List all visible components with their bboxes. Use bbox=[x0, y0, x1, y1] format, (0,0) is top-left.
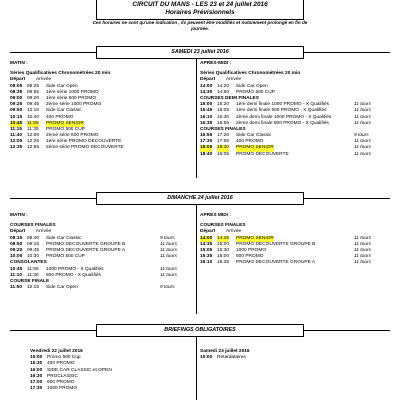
session-name: Side Car Classic bbox=[46, 108, 82, 114]
end-time: 08:25 bbox=[27, 83, 40, 89]
session-name: Side Car Open bbox=[46, 285, 78, 291]
end-time: 12:15 bbox=[27, 285, 40, 291]
end-time: 11:35 bbox=[27, 126, 39, 132]
disclaimer-line-1: Ces horaires ne sont qu'une indication , ils peuvent être modifiés et notamment prolongé en fin de bbox=[92, 20, 308, 25]
end-time: 16:00 bbox=[217, 254, 230, 260]
schedule-row bbox=[200, 90, 390, 96]
start-time: 12:05 bbox=[10, 139, 23, 145]
lap-count: 9 tours bbox=[160, 235, 175, 241]
arrivee-label: Arrivée bbox=[36, 229, 52, 235]
lap-count: 11 tours bbox=[354, 102, 371, 108]
session-name: 1ère série 600 PROMO bbox=[46, 95, 97, 101]
end-time: 17:55 bbox=[217, 139, 230, 145]
sat-afternoon-heading: APRES-MIDI : bbox=[200, 61, 232, 66]
session-name: 600 PROMO bbox=[47, 379, 75, 385]
end-time: 19:05 bbox=[217, 151, 230, 157]
sun-afternoon-column bbox=[200, 213, 390, 267]
session-name: 1000 PROMO - X Qualifiés bbox=[46, 266, 104, 272]
start-time: 17:30 bbox=[200, 139, 213, 145]
session-name: 400 PROMO bbox=[46, 114, 74, 120]
end-time: 11:05 bbox=[27, 266, 39, 272]
session-name: 1ère série PROMO DECOUVERTE bbox=[46, 139, 122, 145]
lap-count: 11 tours bbox=[354, 139, 371, 145]
session-name: 2ème série 1000 PROMO bbox=[46, 102, 102, 108]
start-time: 15:00 bbox=[200, 102, 213, 108]
session-name: Side Car Classic bbox=[46, 235, 82, 241]
session-name: 2ème demi finale 600 PROMO - X Qualifiés bbox=[236, 120, 329, 126]
sat-afternoon-column bbox=[200, 61, 390, 158]
start-time: 15:35 bbox=[200, 254, 213, 260]
start-time: 08:35 bbox=[10, 89, 23, 95]
session-name: PROMO 500 CUP bbox=[46, 126, 85, 132]
lap-count: 11 tours bbox=[354, 145, 371, 151]
column-divider bbox=[196, 204, 197, 314]
start-time: 16:55 bbox=[200, 133, 213, 139]
sat-morning-column bbox=[10, 61, 194, 152]
schedule-row bbox=[10, 145, 194, 151]
column-divider bbox=[196, 336, 197, 400]
briefing-friday-column bbox=[30, 349, 194, 392]
session-name: PROMO SENIOR bbox=[236, 235, 274, 241]
session-name: 1000 PROMO bbox=[236, 247, 267, 253]
start-time: 18:05 bbox=[200, 145, 213, 151]
session-name: PROMO 500 CUP bbox=[46, 254, 85, 260]
end-time: 16:05 bbox=[217, 108, 230, 114]
arrivee-label: Arrivée bbox=[226, 229, 242, 235]
sat-morning-subheading: Séries Qualificatives Chronométrées 20 min bbox=[10, 71, 111, 77]
page-title: CIRCUIT DU MANS - LES 23 et 24 juillet 2016 bbox=[132, 1, 268, 8]
lap-count: 11 tours bbox=[354, 254, 371, 260]
lap-count: 11 tours bbox=[160, 247, 177, 253]
lap-count: 11 tours bbox=[354, 120, 371, 126]
briefing-saturday-column bbox=[200, 349, 390, 361]
start-time: 17:30 bbox=[30, 386, 43, 392]
lap-count: 11 tours bbox=[354, 260, 371, 266]
session-name: 400 PROMO bbox=[236, 139, 264, 145]
arrivee-label: Arrivée bbox=[226, 77, 242, 83]
start-time: 10:00 bbox=[200, 355, 213, 361]
end-time: 14:50 bbox=[217, 89, 230, 95]
session-name: 1000 PROMO bbox=[47, 386, 78, 392]
session-name: PROMO DECOUVERTE GROUPE A bbox=[46, 247, 126, 253]
session-name: Promo 500 Cup bbox=[47, 355, 81, 361]
end-time: 15:20 bbox=[217, 102, 230, 108]
start-time: 16:10 bbox=[200, 260, 213, 266]
start-time: 08:50 bbox=[10, 241, 23, 247]
disclaimer-line-2: journée. bbox=[191, 25, 209, 31]
schedule-row bbox=[10, 273, 194, 279]
session-name: PROMO DECOUVERTE GROUPE A bbox=[236, 260, 316, 266]
briefing-saturday-heading: Samedi 23 juillet 2016 bbox=[200, 349, 250, 354]
course-finale-heading: COURSE FINALE bbox=[10, 278, 50, 284]
session-name: PROMO SENIOR bbox=[46, 120, 84, 126]
start-time: 16:30 bbox=[30, 373, 43, 379]
session-name: 400 PROMO bbox=[47, 361, 75, 367]
start-time: 15:45 bbox=[200, 108, 213, 114]
sat-afternoon-subheading: Séries Qualificatives Chronométrées 20 min bbox=[200, 71, 301, 77]
schedule-row bbox=[200, 355, 390, 361]
end-time: 16:30 bbox=[217, 114, 230, 120]
lap-count: 11 tours bbox=[354, 235, 371, 241]
end-time: 10:40 bbox=[27, 114, 40, 120]
end-time: 10:10 bbox=[27, 108, 40, 114]
lap-count: 11 tours bbox=[160, 241, 177, 247]
session-name: 1ère série 1000 PROMO bbox=[46, 89, 99, 95]
disclaimer-note bbox=[70, 20, 330, 31]
sun-morning-heading: MATIN : bbox=[10, 213, 28, 218]
depart-label: Départ bbox=[10, 77, 26, 83]
arrivee-label: Arrivée bbox=[36, 77, 52, 83]
lap-count: 11 tours bbox=[354, 241, 371, 247]
session-name: 2ème demi finale 1000 PROMO - X Qualifiés bbox=[236, 114, 332, 120]
start-time: 17:00 bbox=[30, 379, 43, 385]
start-time: 09:25 bbox=[10, 102, 23, 108]
title-box bbox=[96, 0, 304, 20]
depart-label: Départ bbox=[200, 77, 216, 83]
start-time: 14:35 bbox=[200, 241, 213, 247]
start-time: 10:05 bbox=[10, 254, 23, 260]
sun-morning-column bbox=[10, 213, 194, 291]
lap-count: 11 tours bbox=[354, 151, 371, 157]
start-time: 15:05 bbox=[200, 247, 213, 253]
lap-count: 11 tours bbox=[354, 108, 371, 114]
start-time: 14:30 bbox=[200, 89, 213, 95]
schedule-row bbox=[10, 285, 194, 291]
start-time: 09:20 bbox=[10, 247, 23, 253]
session-name: 2ème série 600 PROMO bbox=[46, 133, 99, 139]
start-time: 08:15 bbox=[10, 235, 23, 241]
saturday-heading: SAMEDI 23 juillet 2016 bbox=[96, 46, 304, 59]
session-name: SIDE CAR CLASSIC et OPEN bbox=[47, 367, 112, 373]
session-name: PROCLASSIC bbox=[47, 373, 78, 379]
end-time: 15:30 bbox=[217, 247, 230, 253]
end-time: 10:30 bbox=[27, 254, 40, 260]
end-time: 09:15 bbox=[27, 241, 40, 247]
session-name: Side Car Open bbox=[46, 83, 78, 89]
lap-count: 11 tours bbox=[354, 247, 371, 253]
sun-morning-subheading: COURSES FINALES bbox=[10, 223, 56, 229]
schedule-row bbox=[30, 386, 194, 392]
start-time: 08:05 bbox=[10, 83, 23, 89]
session-name: 2ème série PROMO DECOUVERTE bbox=[46, 145, 124, 151]
schedule-row bbox=[200, 121, 390, 127]
start-time: 15:00 bbox=[30, 355, 43, 361]
end-time: 09:45 bbox=[27, 247, 40, 253]
start-time: 11:15 bbox=[10, 126, 23, 132]
session-name: Side Car Classic bbox=[236, 133, 272, 139]
start-time: 11:10 bbox=[10, 272, 23, 278]
end-time: 09:45 bbox=[27, 102, 40, 108]
start-time: 14:00 bbox=[200, 83, 213, 89]
end-time: 16:55 bbox=[217, 120, 230, 126]
end-time: 11:30 bbox=[27, 272, 39, 278]
start-time: 18:40 bbox=[200, 151, 213, 157]
sat-morning-heading: MATIN : bbox=[10, 61, 28, 66]
page-subtitle: Horaires Prévisionnels bbox=[165, 9, 235, 16]
end-time: 16:35 bbox=[217, 260, 230, 266]
session-name: PROMO 500 CUP bbox=[236, 89, 275, 95]
start-time: 10:15 bbox=[10, 114, 23, 120]
session-name: Side Car Open bbox=[236, 83, 268, 89]
end-time: 15:00 bbox=[217, 241, 230, 247]
start-time: 16:10 bbox=[200, 114, 213, 120]
session-name: PROMO SENIOR bbox=[236, 145, 274, 151]
depart-label: Départ bbox=[200, 229, 216, 235]
session-name: 1ère demi finale 600 PROMO - X Qualifiés bbox=[236, 108, 327, 114]
start-time: 10:45 bbox=[10, 266, 23, 272]
end-time: 12:25 bbox=[27, 139, 40, 145]
start-time: 16:35 bbox=[200, 120, 213, 126]
lap-count: 11 tours bbox=[160, 272, 177, 278]
session-name: 600 PROMO bbox=[236, 254, 264, 260]
start-time: 16:00 bbox=[30, 367, 43, 373]
sunday-heading: DIMANCHE 24 juillet 2016 bbox=[96, 192, 304, 205]
schedule-row bbox=[200, 152, 390, 158]
session-name: PROMO DECOUVERTE GROUPE B bbox=[46, 241, 126, 247]
end-time: 12:00 bbox=[27, 133, 40, 139]
finales-heading: COURSES FINALES bbox=[200, 126, 246, 132]
end-time: 14:20 bbox=[217, 83, 230, 89]
session-name: 1ère demi finale 1000 PROMO - X Qualifiés bbox=[236, 102, 330, 108]
end-time: 14:25 bbox=[217, 235, 230, 241]
end-time: 17:20 bbox=[217, 133, 230, 139]
sun-afternoon-heading: APRES MIDI : bbox=[200, 213, 231, 218]
lap-count: 11 tours bbox=[160, 254, 177, 260]
lap-count: 9 tours bbox=[354, 133, 369, 139]
sun-afternoon-subheading: COURSES FINALES bbox=[200, 223, 246, 229]
end-time: 11:05 bbox=[27, 120, 39, 126]
end-time: 18:30 bbox=[217, 145, 230, 151]
start-time: 12:35 bbox=[10, 145, 23, 151]
end-time: 09:20 bbox=[27, 95, 40, 101]
start-time: 09:00 bbox=[10, 95, 23, 101]
session-name: PROMO DECOUVERTE bbox=[236, 151, 289, 157]
start-time: 15:30 bbox=[30, 361, 43, 367]
lap-count: 11 tours bbox=[160, 266, 177, 272]
schedule-row bbox=[10, 254, 194, 260]
start-time: 09:50 bbox=[10, 108, 23, 114]
schedule-row bbox=[200, 260, 390, 266]
session-name: 600 PROMO - X Qualifiés bbox=[46, 272, 101, 278]
end-time: 08:55 bbox=[27, 89, 40, 95]
consolantes-heading: CONSOLANTES bbox=[10, 260, 47, 266]
start-time: 11:50 bbox=[10, 285, 23, 291]
demi-finales-heading: COURSES DEMI FINALES bbox=[200, 95, 259, 101]
end-time: 08:40 bbox=[27, 235, 40, 241]
lap-count: 11 tours bbox=[354, 114, 371, 120]
column-divider bbox=[196, 58, 197, 178]
start-time: 14:00 bbox=[200, 235, 213, 241]
session-name: PROMO DECOUVERTE GROUPE B bbox=[236, 241, 316, 247]
start-time: 11:40 bbox=[10, 133, 23, 139]
session-name: Retardataires bbox=[217, 355, 246, 361]
briefings-heading: BRIEFINGS OBLIGATOIRES bbox=[96, 324, 304, 337]
start-time: 10:45 bbox=[10, 120, 23, 126]
depart-label: Départ bbox=[10, 229, 26, 235]
end-time: 12:55 bbox=[27, 145, 40, 151]
lap-count: 9 tours bbox=[160, 285, 175, 291]
briefing-friday-heading: Vendredi 22 juillet 2016 bbox=[30, 349, 83, 354]
